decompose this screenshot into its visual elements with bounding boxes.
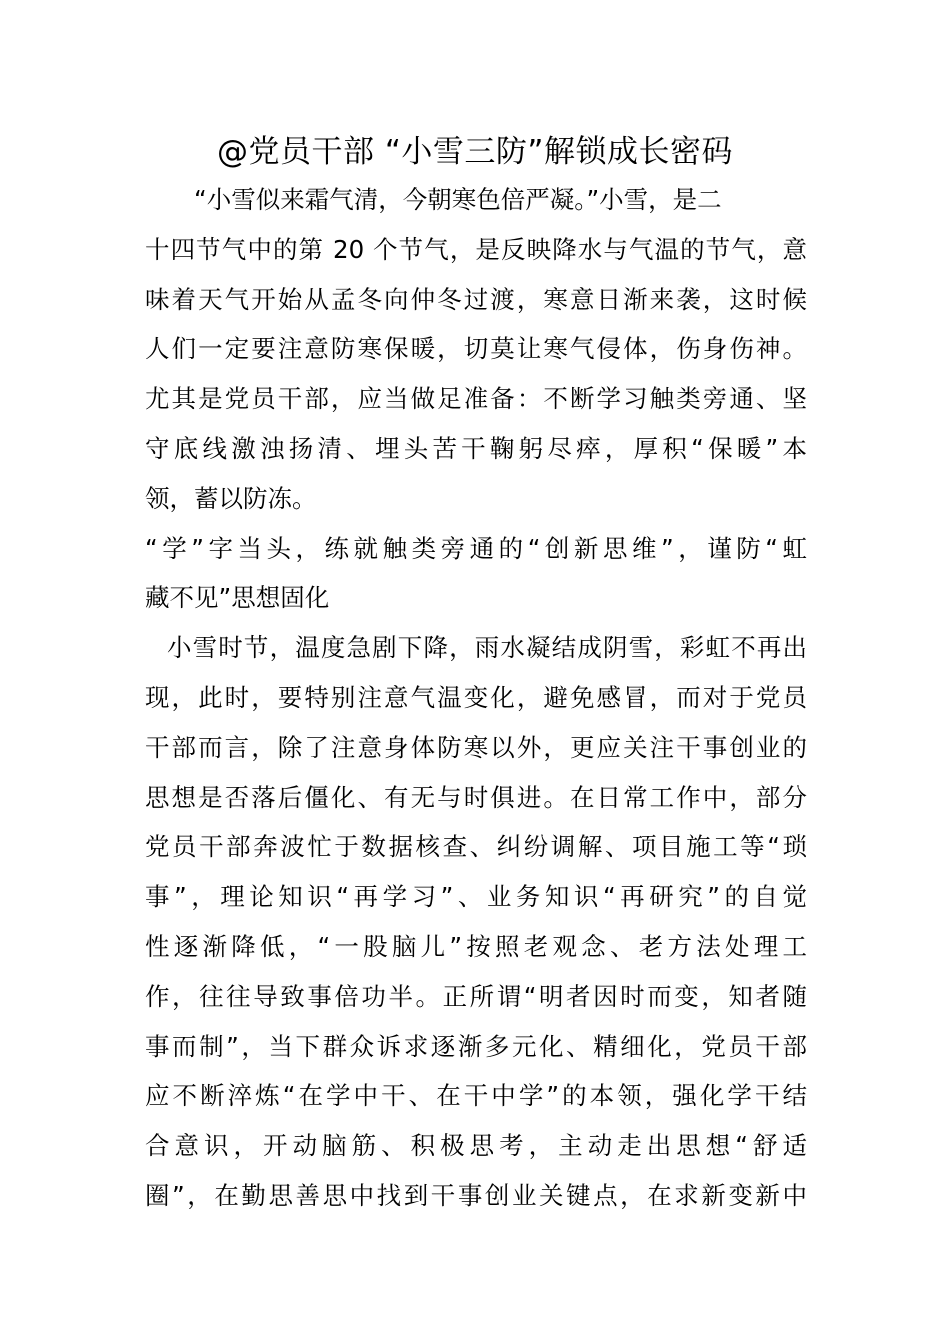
text-line: 味着天气开始从孟冬向仲冬过渡，寒意日渐来袭，这时候 (145, 284, 807, 314)
document-body (145, 175, 807, 1221)
text-line: 小雪时节，温度急剧下降，雨水凝结成阴雪，彩虹不再出 (167, 633, 807, 663)
text-line: 作，往往导致事倍功半。正所谓“明者因时而变，知者随 (145, 981, 807, 1011)
text-line: 尤其是党员干部，应当做足准备：不断学习触类旁通、坚 (145, 384, 807, 414)
text-line: 应不断淬炼“在学中干、在干中学”的本领，强化学干结 (145, 1081, 807, 1111)
text-line: 合意识，开动脑筋、积极思考，主动走出思想“舒适 (145, 1131, 807, 1161)
text-line: 守底线激浊扬清、埋头苦干鞠躬尽瘁，厚积“保暖”本 (145, 433, 807, 463)
text-line: 十四节气中的第 20 个节气，是反映降水与气温的节气，意 (145, 234, 807, 264)
text-line: “小雪似来霜气清，今朝寒色倍严凝。”小雪，是二 (145, 185, 722, 214)
document-title: @党员干部 “小雪三防”解锁成长密码 (217, 134, 733, 170)
text-line: 思想是否落后僵化、有无与时俱进。在日常工作中，部分 (145, 782, 807, 812)
section-heading-line: “学”字当头，练就触类旁通的“创新思维”，谨防“虹 (145, 533, 807, 563)
text-line: 现，此时，要特别注意气温变化，避免感冒，而对于党员 (145, 682, 807, 712)
text-line: 党员干部奔波忙于数据核查、纠纷调解、项目施工等“琐 (145, 832, 807, 862)
section-heading-line: 藏不见”思想固化 (145, 583, 330, 613)
text-line: 领，蓄以防冻。 (145, 483, 317, 513)
text-line: 事而制”，当下群众诉求逐渐多元化、精细化，党员干部 (145, 1031, 807, 1061)
text-line: 性逐渐降低，“一股脑儿”按照老观念、老方法处理工 (145, 931, 807, 961)
text-line: 干部而言，除了注意身体防寒以外，更应关注干事创业的 (145, 732, 807, 762)
text-line: 人们一定要注意防寒保暖，切莫让寒气侵体，伤身伤神。 (145, 334, 807, 364)
text-line: 圈”，在勤思善思中找到干事创业关键点，在求新变新中 (145, 1180, 807, 1210)
text-line: 事”，理论知识“再学习”、业务知识“再研究”的自觉 (145, 882, 807, 912)
